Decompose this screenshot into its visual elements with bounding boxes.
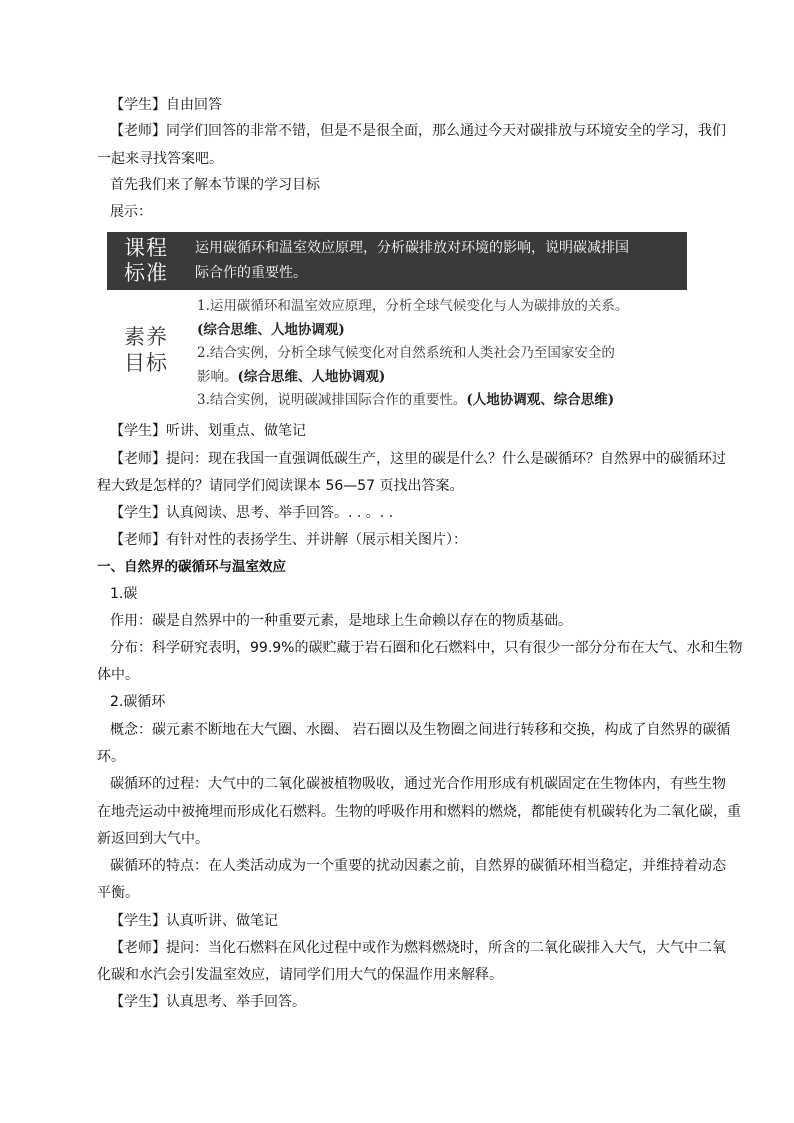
- objective-2-text-end: 影响。: [197, 368, 238, 385]
- curriculum-standard-text: [185, 232, 687, 290]
- cycle-process-line-3: 新返回到大气中。: [97, 831, 209, 847]
- curriculum-standard-label: [107, 232, 185, 290]
- cycle-process-line-2: 在地壳运动中被掩埋而形成化石燃料。生物的呼吸作用和燃料的燃烧，都能使有机碳转化为二氧化碳，重: [97, 804, 741, 820]
- cycle-concept-line-2: 环。: [97, 749, 125, 765]
- curriculum-standard-label-1: 课程: [124, 236, 168, 260]
- curriculum-standard-row: [107, 232, 687, 290]
- objective-intro-line: 首先我们来了解本节课的学习目标: [110, 177, 320, 193]
- literacy-objectives-text: [185, 291, 687, 409]
- cycle-feature-line-2: 平衡。: [97, 885, 139, 901]
- literacy-objectives-row: [107, 291, 687, 409]
- carbon-distribution-line-1: 分布：科学研究表明，99.9%的碳贮藏于岩石圈和化石燃料中，只有很少一部分分布在大气、水和生物: [110, 640, 743, 656]
- objective-1-tags: (综合思维、人地协调观): [197, 321, 345, 338]
- curriculum-standard-text-1: 运用碳循环和温室效应原理，分析碳排放对环境的影响，说明碳减排国: [195, 240, 629, 256]
- student-note-line: 【学生】听讲、划重点、做笔记: [110, 423, 306, 439]
- objective-1-text: 1.运用碳循环和温室效应原理，分析全球气候变化与人为碳排放的关系。: [197, 298, 629, 314]
- objective-2-text: 2.结合实例，分析全球气候变化对自然系统和人类社会乃至国家安全的: [197, 345, 615, 361]
- carbon-distribution-line-2: 体中。: [97, 667, 139, 683]
- literacy-objectives-label-1: 素养: [124, 325, 168, 349]
- section-heading: 一、自然界的碳循环与温室效应: [97, 559, 286, 575]
- literacy-objectives-label: [107, 291, 185, 409]
- subsection-carbon-cycle: 2.碳循环: [110, 694, 166, 710]
- teacher-question-line-2: 程大致是怎样的？请同学们阅读课本 56—57 页找出答案。: [97, 478, 464, 494]
- carbon-function-line: 作用：碳是自然界中的一种重要元素，是地球上生命赖以存在的物质基础。: [110, 613, 572, 629]
- student-think-line: 【学生】认真思考、举手回答。: [110, 994, 306, 1010]
- student-listen-line: 【学生】认真听讲、做笔记: [110, 913, 278, 929]
- cycle-process-line-1: 碳循环的过程：大气中的二氧化碳被植物吸收，通过光合作用形成有机碳固定在生物体内，有些生物: [110, 776, 726, 792]
- teacher-question2-line-2: 化碳和水汽会引发温室效应，请同学们用大气的保温作用来解释。: [97, 967, 503, 983]
- teacher-comment-line-1: 【老师】同学们回答的非常不错，但是不是很全面，那么通过今天对碳排放与环境安全的学习，我们: [110, 123, 726, 139]
- cycle-concept-line-1: 概念：碳元素不断地在大气圈、水圈、 岩石圈以及生物圈之间进行转移和交换，构成了自然界的碳循: [110, 722, 731, 738]
- student-answer-line: 【学生】自由回答: [110, 97, 222, 113]
- cycle-feature-line-1: 碳循环的特点：在人类活动成为一个重要的扰动因素之前，自然界的碳循环相当稳定，并维持着动态: [110, 858, 726, 874]
- curriculum-standard-text-2: 际合作的重要性。: [195, 265, 307, 281]
- objective-3-tags: (人地协调观、综合思维): [466, 392, 615, 408]
- subsection-carbon: 1.碳: [110, 586, 138, 602]
- curriculum-standard-label-2: 标准: [124, 261, 168, 285]
- objective-2-tags: (综合思维、人地协调观): [237, 368, 386, 385]
- objective-2-line-2: [197, 366, 681, 390]
- teacher-question2-line-1: 【老师】提问：当化石燃料在风化过程中或作为燃料燃烧时，所含的二氧化碳排入大气，大气中二氧: [110, 940, 726, 956]
- student-reading-line: 【学生】认真阅读、思考、举手回答。. . 。. .: [110, 505, 394, 521]
- objective-3-text: 3.结合实例，说明碳减排国际合作的重要性。: [197, 392, 467, 408]
- literacy-objectives-label-2: 目标: [124, 351, 168, 375]
- teacher-question-line-1: 【老师】提问：现在我国一直强调低碳生产，这里的碳是什么？什么是碳循环？自然界中的碳循环过: [110, 451, 726, 467]
- display-label: 展示：: [110, 204, 152, 220]
- objective-3-line: [197, 389, 681, 413]
- teacher-comment-line-2: 一起来寻找答案吧。: [97, 151, 223, 167]
- teacher-praise-line: 【老师】有针对性的表扬学生、并讲解（展示相关图片）：: [110, 532, 467, 548]
